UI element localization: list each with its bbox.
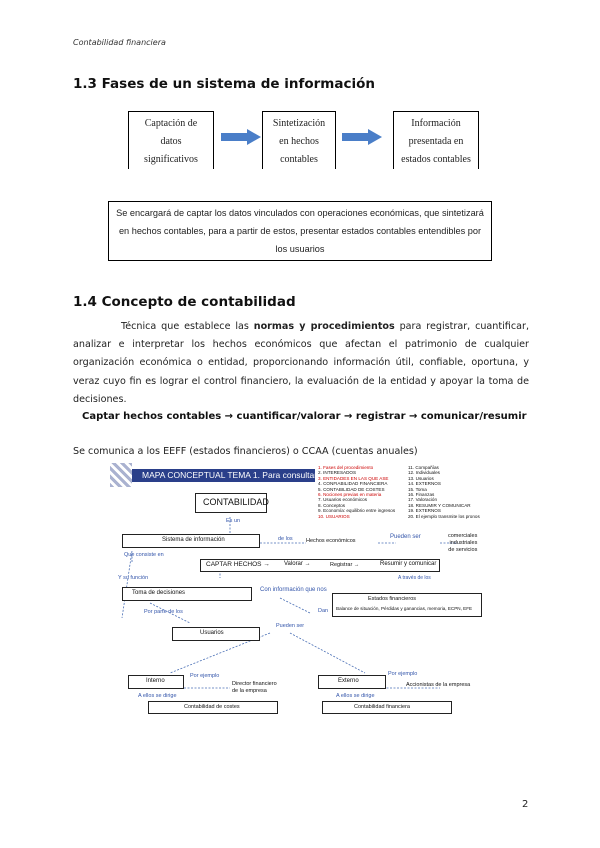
phase-box-synthesis (262, 111, 336, 169)
map-link-label: Por parte de los (144, 609, 183, 615)
right-arrow-icon (342, 129, 382, 145)
map-node-label: Contabilidad de costes (184, 704, 240, 710)
map-link-label: Pueden ser (390, 534, 421, 540)
map-node-label: Balance de situación, Pérdidas y ganancias, memoria, ECPN, EFE (336, 606, 473, 611)
phase-line: Captación de (144, 118, 198, 129)
phase-line: en hechos (279, 136, 319, 147)
map-node-label: Valorar → (284, 561, 311, 567)
map-list-item: 18. RESUMIR Y COMUNICAR (408, 502, 471, 508)
map-node-label: Registrar → (330, 562, 360, 568)
summary-line: los usuarios (275, 244, 325, 254)
map-link-label: Por ejemplo (190, 673, 220, 679)
map-node-label: comerciales (448, 533, 478, 539)
phase-line: Sintetización (272, 118, 326, 129)
map-link-label: Con información que nos (260, 587, 327, 593)
map-node-label: Resumir y comunicar (380, 561, 437, 567)
map-link-label: A ellos se dirige (336, 693, 375, 699)
map-list-item: 3. ENTIDADES EN LAS QUE ASE (318, 475, 389, 481)
map-list-item: 9. Economía: equilibrio entre ingresos (318, 508, 396, 514)
communicate-line: Se comunica a los EEFF (estados financieros) o CCAA (cuentas anuales) (73, 446, 418, 457)
map-link-label: de los (278, 536, 293, 542)
map-list-item: 4. CONFIABILIDAD FINANCIERA (318, 481, 388, 487)
phase-line: estados contables (401, 154, 471, 165)
map-list-item: 7. Usuarios económicos (318, 497, 368, 503)
map-link-label: Y su función (118, 575, 149, 581)
map-link-label: Pueden ser (276, 623, 305, 629)
map-link-label: Que consiste en (124, 552, 164, 558)
phase-line: contables (280, 154, 318, 165)
section-title-1-4: 1.4 Concepto de contabilidad (73, 294, 296, 310)
map-list-item: 20. El ejemplo transmite los pronos (408, 513, 480, 519)
map-link-label: A través de los (398, 575, 431, 581)
map-list-item: 13. Usuarios (408, 475, 434, 481)
map-node-label: de servicios (448, 547, 478, 553)
map-list-item: 15. Toma (408, 486, 427, 492)
map-node-label: Usuarios (200, 630, 224, 636)
map-node-label: Externo (338, 678, 359, 684)
map-link-label: Por ejemplo (388, 671, 418, 677)
definition-bold: normas y procedimientos (253, 321, 395, 332)
right-arrow-icon (221, 129, 261, 145)
map-node-label: Director financiero (232, 681, 277, 687)
map-list-item: 5. CONTABILIDAD DE COSTES (318, 486, 385, 492)
map-list-item: 17. Valoración (408, 497, 438, 503)
running-header: Contabilidad financiera (73, 38, 166, 47)
definition-text: para registrar, cuantificar, analizar e interpretar los hechos económicos que afectan el patrimonio de cualquier organización económica o entidad, proporcionando información útil, confiable, oportuna, y veraz cuyo fin es lograr el control financiero, la evaluación de la entidad y apoyar la toma de decisiones. (73, 321, 530, 405)
map-node-label: CAPTAR HECHOS → (206, 561, 270, 568)
map-list-item: 2. INTERESADOS (318, 470, 357, 476)
map-node-label: Hechos económicos (306, 538, 356, 544)
process-flow: Captar hechos contables → cuantificar/valorar → registrar → comunicar/resumir (82, 411, 527, 422)
phase-box-information (393, 111, 479, 169)
map-list-item: 14. EXTERNOS (408, 481, 441, 487)
map-node-label: industriales (449, 540, 478, 546)
phase-line: significativos (144, 154, 198, 165)
summary-line: en hechos contables, para a partir de estos, presentar estados contables entendibles por (118, 226, 482, 236)
summary-box (108, 201, 492, 261)
map-node-label: de la empresa (232, 687, 267, 694)
map-node-label: Sistema de información (162, 537, 225, 543)
map-link-label: Dan (318, 608, 329, 614)
definition-paragraph (73, 318, 529, 409)
map-node-label: Interno (146, 678, 165, 684)
map-node-label: Estados financieros (368, 596, 416, 602)
map-banner-title: MAPA CONCEPTUAL TEMA 1. Para consultar (142, 470, 318, 480)
map-node-tipos (448, 533, 477, 554)
page-number: 2 (522, 799, 529, 810)
map-list-item: 1. Fases del procedimiento (318, 465, 374, 470)
map-list-item: 10. USUARIOS (318, 513, 350, 519)
map-node-label: Accionistas de la empresa (406, 682, 471, 688)
summary-line: Se encargará de captar los datos vinculados con operaciones económicas, que sintetizará (116, 208, 484, 218)
map-list-item: 8. Conceptos (318, 502, 346, 508)
map-link-label: A ellos se dirige (138, 693, 177, 699)
map-list-item: 12. Individuales (408, 470, 440, 476)
map-list-item: 6. Nociones previas en materia (318, 492, 382, 498)
map-list-item: 16. Finanzas (408, 492, 435, 498)
map-node-label: Toma de decisiones (132, 590, 186, 596)
map-list-item: 19. EXTERNOS (408, 508, 441, 514)
map-list-item: 11. Compañías (408, 465, 439, 470)
phase-line: presentada en (408, 136, 464, 147)
section-title-1-3: 1.3 Fases de un sistema de información (73, 76, 375, 92)
definition-text: Técnica que establece las (121, 321, 254, 332)
map-node-label: Contabilidad financiera (354, 704, 410, 710)
phase-box-capture (128, 111, 214, 169)
map-main-label: CONTABILIDAD (203, 497, 269, 507)
concept-map (110, 463, 488, 714)
phase-line: datos (160, 136, 182, 147)
map-link-label: Es un (226, 518, 241, 524)
phase-line: Información (411, 118, 461, 129)
map-node-dirfin (232, 681, 277, 694)
